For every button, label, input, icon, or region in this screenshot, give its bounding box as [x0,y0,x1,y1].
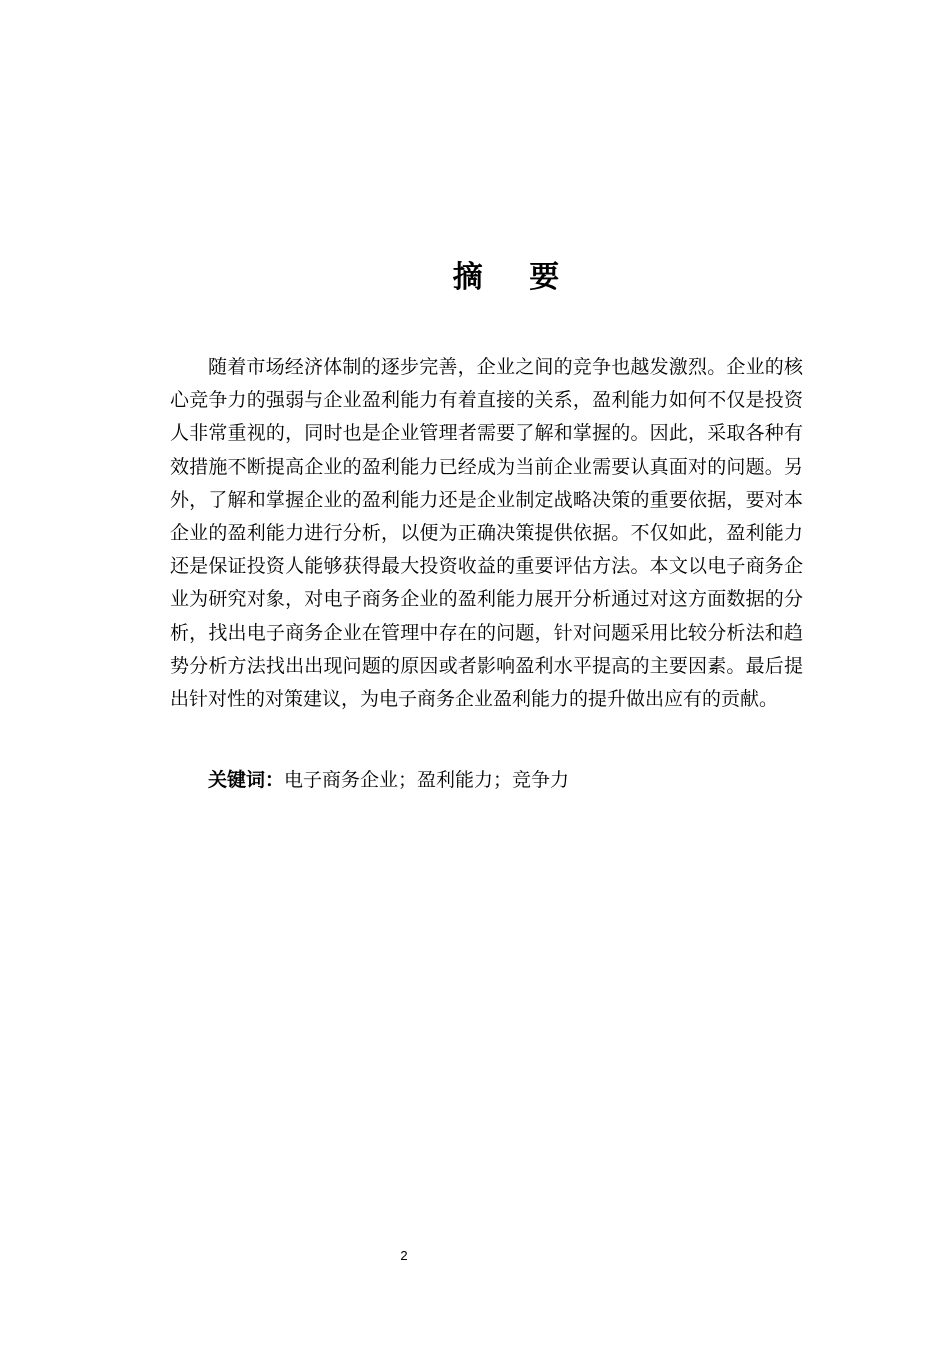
abstract-body: 随着市场经济体制的逐步完善，企业之间的竞争也越发激烈。企业的核心竞争力的强弱与企业盈利能力有着直接的关系，盈利能力如何不仅是投资人非常重视的，同时也是企业管理者需要了解和掌握的。因此，采取各种有效措施不断提高企业的盈利能力已经成为当前企业需要认真面对的问题。另外，了解和掌握企业的盈利能力还是企业制定战略决策的重要依据，要对本企业的盈利能力进行分析，以便为正确决策提供依据。不仅如此，盈利能力还是保证投资人能够获得最大投资收益的重要评估方法。本文以电子商务企业为研究对象，对电子商务企业的盈利能力展开分析通过对这方面数据的分析，找出电子商务企业在管理中存在的问题，针对问题采用比较分析法和趋势分析方法找出出现问题的原因或者影响盈利水平提高的主要因素。最后提出针对性的对策建议，为电子商务企业盈利能力的提升做出应有的贡献。 [170,356,803,711]
keywords-line [208,764,803,797]
page-number: 2 [400,1248,408,1263]
abstract-title: 摘 要 [452,260,578,296]
keywords-text: 电子商务企业；盈利能力；竞争力 [284,769,570,791]
keywords-label: 关键词： [208,769,285,791]
